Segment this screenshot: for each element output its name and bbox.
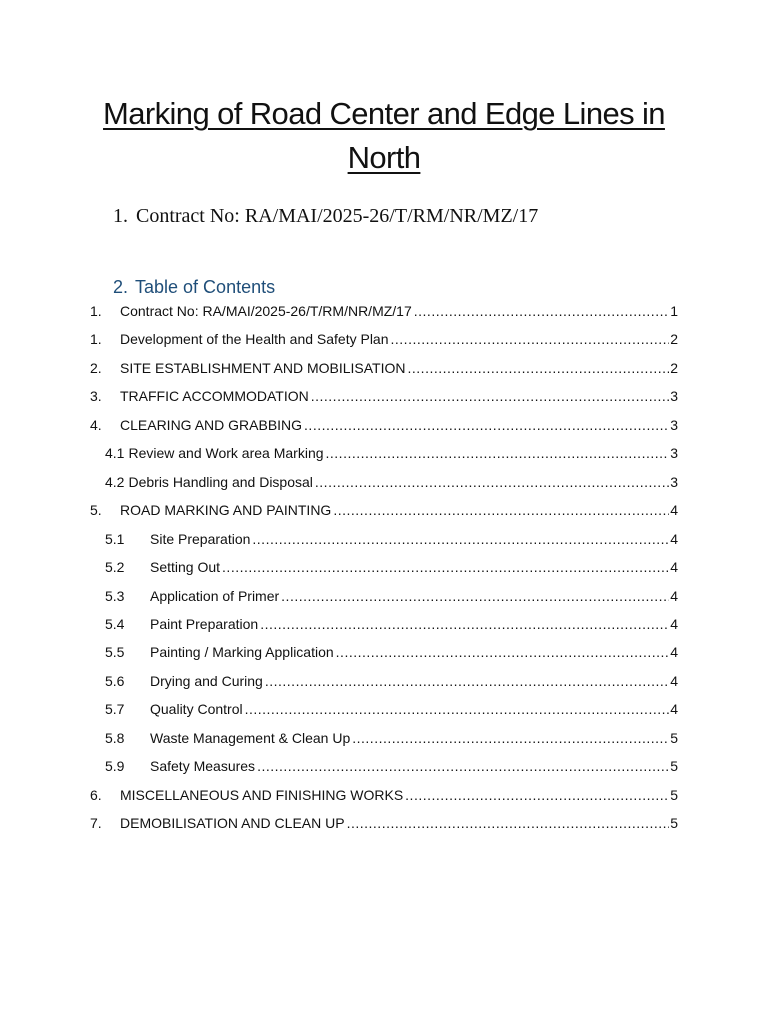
toc-entry-review-work-area[interactable] xyxy=(105,443,678,463)
contract-heading xyxy=(113,203,538,229)
toc-entry-number: 1. xyxy=(90,331,102,347)
toc-entry-number: 1. xyxy=(90,303,102,319)
toc-entry-page: 5 xyxy=(670,730,678,746)
toc-entry-demobilisation[interactable] xyxy=(90,813,678,833)
toc-heading xyxy=(113,275,275,299)
toc-entry-number: 5.5 xyxy=(105,644,125,660)
toc-entry-page: 3 xyxy=(670,417,678,433)
toc-dot-leader xyxy=(315,472,669,492)
toc-entry-number: 5.8 xyxy=(105,730,125,746)
toc-entry-number: 5.7 xyxy=(105,701,125,717)
toc-entry-number: 6. xyxy=(90,787,102,803)
toc-entry-page: 1 xyxy=(670,303,678,319)
toc-entry-label: Application of Primer xyxy=(150,588,280,604)
toc-entry-number: 5.4 xyxy=(105,616,125,632)
toc-entry-waste-management[interactable] xyxy=(105,728,678,748)
toc-entry-number: 5.9 xyxy=(105,758,125,774)
toc-entry-number: 4.2 xyxy=(105,474,125,490)
toc-entry-number: 3. xyxy=(90,388,102,404)
toc-entry-number: 7. xyxy=(90,815,102,831)
document-title: Marking of Road Center and Edge Lines in North xyxy=(103,96,665,175)
toc-entry-page: 3 xyxy=(670,445,678,461)
toc-entry-label: Drying and Curing xyxy=(150,673,263,689)
toc-entry-number: 2. xyxy=(90,360,102,376)
toc-dot-leader xyxy=(336,642,670,662)
toc-entry-label: CLEARING AND GRABBING xyxy=(120,417,303,433)
toc-dot-leader xyxy=(265,671,669,691)
toc-entry-safety-measures[interactable] xyxy=(105,756,678,776)
toc-dot-leader xyxy=(245,699,670,719)
toc-entry-label: Quality Control xyxy=(150,701,243,717)
toc-entry-page: 4 xyxy=(670,559,678,575)
toc-entry-page: 4 xyxy=(670,673,678,689)
toc-entry-page: 2 xyxy=(670,331,678,347)
toc-entry-page: 4 xyxy=(670,701,678,717)
toc-entry-label: TRAFFIC ACCOMMODATION xyxy=(120,388,309,404)
toc-entry-drying-curing[interactable] xyxy=(105,671,678,691)
toc-dot-leader xyxy=(391,329,670,349)
toc-dot-leader xyxy=(414,301,669,321)
toc-dot-leader xyxy=(408,358,670,378)
toc-heading-number: 2. xyxy=(113,277,129,297)
toc-entry-number: 5. xyxy=(90,502,102,518)
toc-entry-label: Contract No: RA/MAI/2025-26/T/RM/NR/MZ/17 xyxy=(120,303,412,319)
toc-entry-miscellaneous-finishing[interactable] xyxy=(90,785,678,805)
contract-heading-number: 1. xyxy=(113,205,128,227)
toc-entry-site-establishment[interactable] xyxy=(90,358,678,378)
toc-dot-leader xyxy=(222,557,669,577)
toc-entry-label: Review and Work area Marking xyxy=(128,445,324,461)
toc-entry-label: Debris Handling and Disposal xyxy=(128,474,313,490)
toc-entry-health-safety-plan[interactable] xyxy=(90,329,678,349)
contract-heading-text: Contract No: RA/MAI/2025-26/T/RM/NR/MZ/17 xyxy=(136,205,539,227)
toc-entry-label: Site Preparation xyxy=(150,531,251,547)
toc-entry-number: 5.2 xyxy=(105,559,125,575)
toc-dot-leader xyxy=(252,529,669,549)
toc-entry-painting-marking-application[interactable] xyxy=(105,642,678,662)
toc-dot-leader xyxy=(311,386,669,406)
toc-entry-page: 4 xyxy=(670,588,678,604)
toc-entry-label: DEMOBILISATION AND CLEAN UP xyxy=(120,815,345,831)
toc-entry-page: 4 xyxy=(670,644,678,660)
toc-entry-number: 4.1 xyxy=(105,445,125,461)
toc-dot-leader xyxy=(326,443,670,463)
toc-heading-text: Table of Contents xyxy=(135,277,276,297)
toc-entry-paint-preparation[interactable] xyxy=(105,614,678,634)
toc-entry-label: MISCELLANEOUS AND FINISHING WORKS xyxy=(120,787,404,803)
toc-entry-page: 4 xyxy=(670,531,678,547)
toc-dot-leader xyxy=(260,614,669,634)
toc-entry-label: Development of the Health and Safety Plan xyxy=(120,331,389,347)
toc-entry-page: 5 xyxy=(670,815,678,831)
toc-entry-label: SITE ESTABLISHMENT AND MOBILISATION xyxy=(120,360,406,376)
toc-dot-leader xyxy=(304,415,669,435)
toc-entry-clearing-grabbing[interactable] xyxy=(90,415,678,435)
toc-dot-leader xyxy=(281,586,669,606)
toc-entry-page: 3 xyxy=(670,388,678,404)
toc-entry-page: 4 xyxy=(670,616,678,632)
toc-entry-traffic-accommodation[interactable] xyxy=(90,386,678,406)
toc-entry-debris-handling[interactable] xyxy=(105,472,678,492)
toc-dot-leader xyxy=(352,728,669,748)
toc-entry-application-of-primer[interactable] xyxy=(105,586,678,606)
toc-entry-label: Painting / Marking Application xyxy=(150,644,334,660)
toc-dot-leader xyxy=(333,500,669,520)
toc-entry-label: Setting Out xyxy=(150,559,221,575)
toc-dot-leader xyxy=(257,756,669,776)
toc-entry-setting-out[interactable] xyxy=(105,557,678,577)
toc-entry-label: Waste Management & Clean Up xyxy=(150,730,351,746)
toc-entry-number: 5.1 xyxy=(105,531,125,547)
toc-entry-number: 4. xyxy=(90,417,102,433)
toc-entry-label: Safety Measures xyxy=(150,758,256,774)
toc-entry-page: 5 xyxy=(670,787,678,803)
toc-entry-site-preparation[interactable] xyxy=(105,529,678,549)
toc-entry-label: ROAD MARKING AND PAINTING xyxy=(120,502,332,518)
toc-entry-page: 2 xyxy=(670,360,678,376)
toc-entry-road-marking-painting[interactable] xyxy=(90,500,678,520)
toc-dot-leader xyxy=(347,813,670,833)
toc-entry-page: 5 xyxy=(670,758,678,774)
toc-entry-contract[interactable] xyxy=(90,301,678,321)
toc-entry-number: 5.6 xyxy=(105,673,125,689)
toc-dot-leader xyxy=(405,785,669,805)
toc-entry-number: 5.3 xyxy=(105,588,125,604)
toc-entry-label: Paint Preparation xyxy=(150,616,259,632)
toc-entry-page: 4 xyxy=(670,502,678,518)
toc-entry-page: 3 xyxy=(670,474,678,490)
toc-entry-quality-control[interactable] xyxy=(105,699,678,719)
